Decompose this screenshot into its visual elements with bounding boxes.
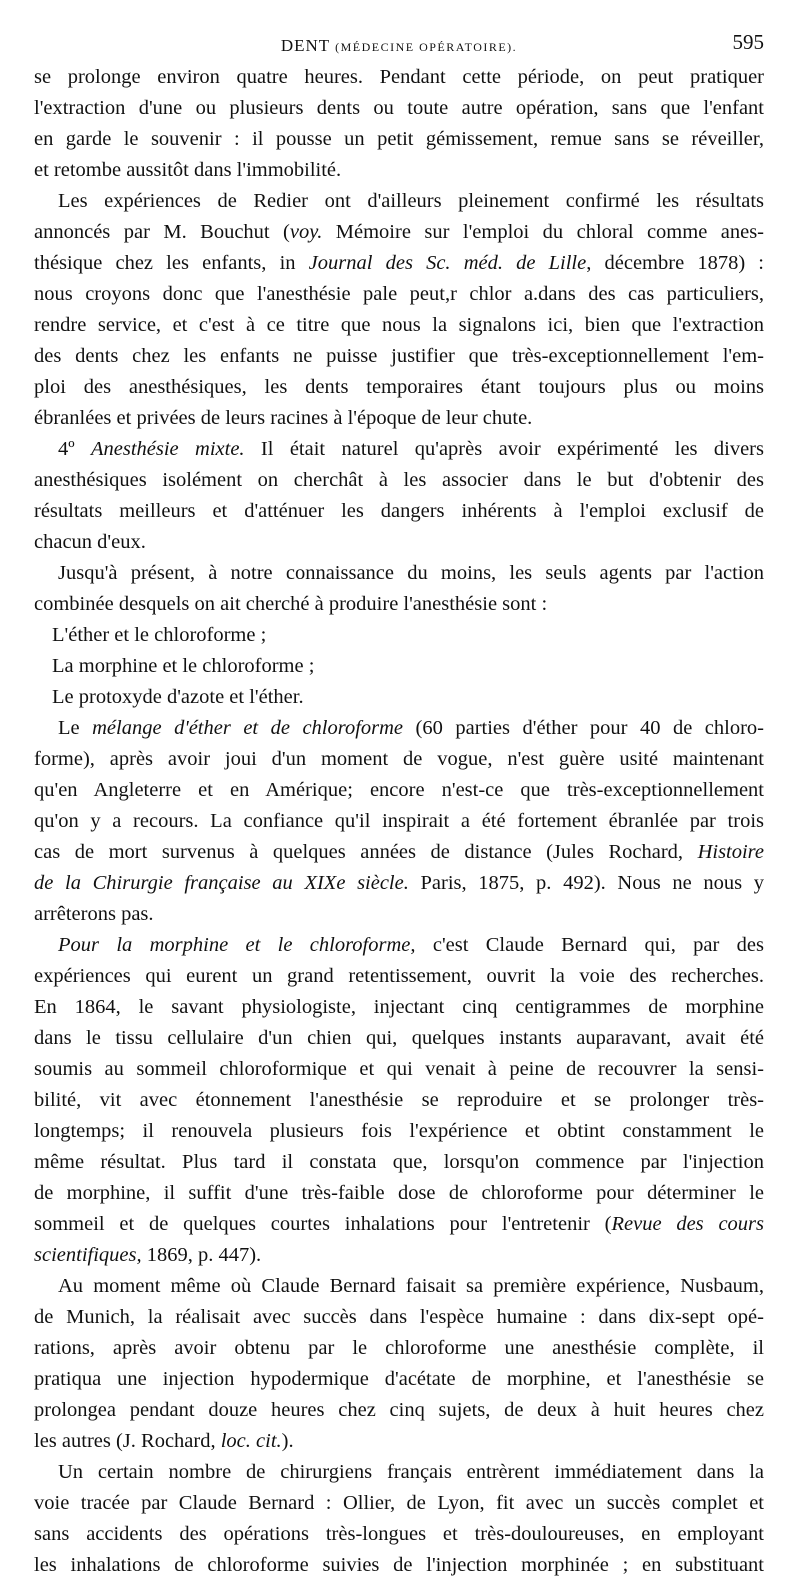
text-line: scientifiques, 1869, p. 447). xyxy=(34,1244,262,1266)
text-line: Pour la morphine et le chloroforme, c'est Claude Bernard qui, par des xyxy=(58,934,764,956)
text-line: Les expériences de Redier ont d'ailleurs pleinement confirmé les résultats xyxy=(58,190,764,212)
page-header xyxy=(34,28,764,62)
text-line: thésique chez les enfants, in Journal des Sc. méd. de Lille, décembre 1878) : xyxy=(34,252,764,274)
running-title-main: DENT xyxy=(280,36,330,55)
running-title-subtitle: (MÉDECINE OPÉRATOIRE). xyxy=(335,40,518,54)
text-line: qu'en Angleterre et en Amérique; encore n'est-ce que très-exceptionnellement xyxy=(34,779,764,801)
text-line: voie tracée par Claude Bernard : Ollier, de Lyon, fit avec un succès complet et xyxy=(34,1492,764,1514)
text-line: résultats meilleurs et d'atténuer les dangers inhérents à l'emploi exclusif de xyxy=(34,500,764,522)
text-line: arrêterons pas. xyxy=(34,903,154,925)
text-line: ploi des anesthésiques, les dents temporaires étant toujours plus ou moins xyxy=(34,376,764,398)
text-line: de Munich, la réalisait avec succès dans l'espèce humaine : dans dix-sept opé- xyxy=(34,1306,764,1328)
text-line: sans accidents des opérations très-longues et très-douloureuses, en employant xyxy=(34,1523,764,1545)
text-line: annoncés par M. Bouchut (voy. Mémoire sur l'emploi du chloral comme anes- xyxy=(34,221,764,243)
text-line: rations, après avoir obtenu par le chloroforme une anesthésie complète, il xyxy=(34,1337,764,1359)
text-line: les autres (J. Rochard, loc. cit.). xyxy=(34,1430,294,1452)
text-line: se prolonge environ quatre heures. Pendant cette période, on peut pratiquer xyxy=(34,66,764,88)
text-line: et retombe aussitôt dans l'immobilité. xyxy=(34,159,342,181)
text-line: dans le tissu cellulaire d'un chien qui, quelques instants auparavant, avait été xyxy=(34,1027,764,1049)
text-line: chacun d'eux. xyxy=(34,531,146,553)
text-line: sommeil et de quelques courtes inhalations pour l'entretenir (Revue des cours xyxy=(34,1213,764,1235)
text-line: de morphine, il suffit d'une très-faible dose de chloroforme pour déterminer le xyxy=(34,1182,764,1204)
text-line: prolongea pendant douze heures chez cinq sujets, de deux à huit heures chez xyxy=(34,1399,764,1421)
text-line: expériences qui eurent un grand retentissement, ouvrit la voie des recherches. xyxy=(34,965,764,987)
text-line: 4º Anesthésie mixte. Il était naturel qu'après avoir expérimenté les divers xyxy=(58,438,764,460)
text-line: combinée desquels on ait cherché à produire l'anesthésie sont : xyxy=(34,593,548,615)
text-line: L'éther et le chloroforme ; xyxy=(52,624,267,646)
text-line: nous croyons donc que l'anesthésie pale peut,r chlor a.dans des cas particuliers, xyxy=(34,283,764,305)
text-line: cas de mort survenus à quelques années de distance (Jules Rochard, Histoire xyxy=(34,841,764,863)
text-line: qu'on y a recours. La confiance qu'il inspirait a été fortement ébranlée par trois xyxy=(34,810,764,832)
text-line: les inhalations de chloroforme suivies de l'injection morphinée ; en substituant xyxy=(34,1554,764,1576)
text-line: Au moment même où Claude Bernard faisait sa première expérience, Nusbaum, xyxy=(58,1275,764,1297)
text-line: Le mélange d'éther et de chloroforme (60 parties d'éther pour 40 de chloro- xyxy=(58,717,764,739)
text-line: La morphine et le chloroforme ; xyxy=(52,655,315,677)
text-line: l'extraction d'une ou plusieurs dents ou toute autre opération, sans que l'enfant xyxy=(34,97,764,119)
text-line: forme), après avoir joui d'un moment de vogue, n'est guère usité maintenant xyxy=(34,748,764,770)
text-line: En 1864, le savant physiologiste, injectant cinq centigrammes de morphine xyxy=(34,996,764,1018)
text-line: Un certain nombre de chirurgiens français entrèrent immédiatement dans la xyxy=(58,1461,764,1483)
body-text xyxy=(34,62,764,1581)
text-line: longtemps; il renouvela plusieurs fois l'expérience et obtint constamment le xyxy=(34,1120,764,1142)
text-line: Jusqu'à présent, à notre connaissance du moins, les seuls agents par l'action xyxy=(58,562,764,584)
running-title xyxy=(34,36,764,56)
text-line: rendre service, et c'est à ce titre que nous la signalons ici, bien que l'extraction xyxy=(34,314,764,336)
text-line: anesthésiques isolément on cherchât à les associer dans le but d'obtenir des xyxy=(34,469,764,491)
text-line: des dents chez les enfants ne puisse justifier que très-exceptionnellement l'em- xyxy=(34,345,764,367)
text-line: Le protoxyde d'azote et l'éther. xyxy=(52,686,304,708)
text-line: même résultat. Plus tard il constata que, lorsqu'on commence par l'injection xyxy=(34,1151,764,1173)
text-line: bilité, vit avec étonnement l'anesthésie se reproduire et se prolonger très- xyxy=(34,1089,764,1111)
text-line: soumis au sommeil chloroformique et qui venait à peine de recouvrer la sensi- xyxy=(34,1058,764,1080)
page-number: 595 xyxy=(732,30,764,54)
text-line: ébranlées et privées de leurs racines à l'époque de leur chute. xyxy=(34,407,533,429)
text-line: de la Chirurgie française au XIXe siècle. Paris, 1875, p. 492). Nous ne nous y xyxy=(34,872,764,894)
text-line: pratiqua une injection hypodermique d'acétate de morphine, et l'anesthésie se xyxy=(34,1368,764,1390)
text-line: en garde le souvenir : il pousse un petit gémissement, remue sans se réveiller, xyxy=(34,128,764,150)
